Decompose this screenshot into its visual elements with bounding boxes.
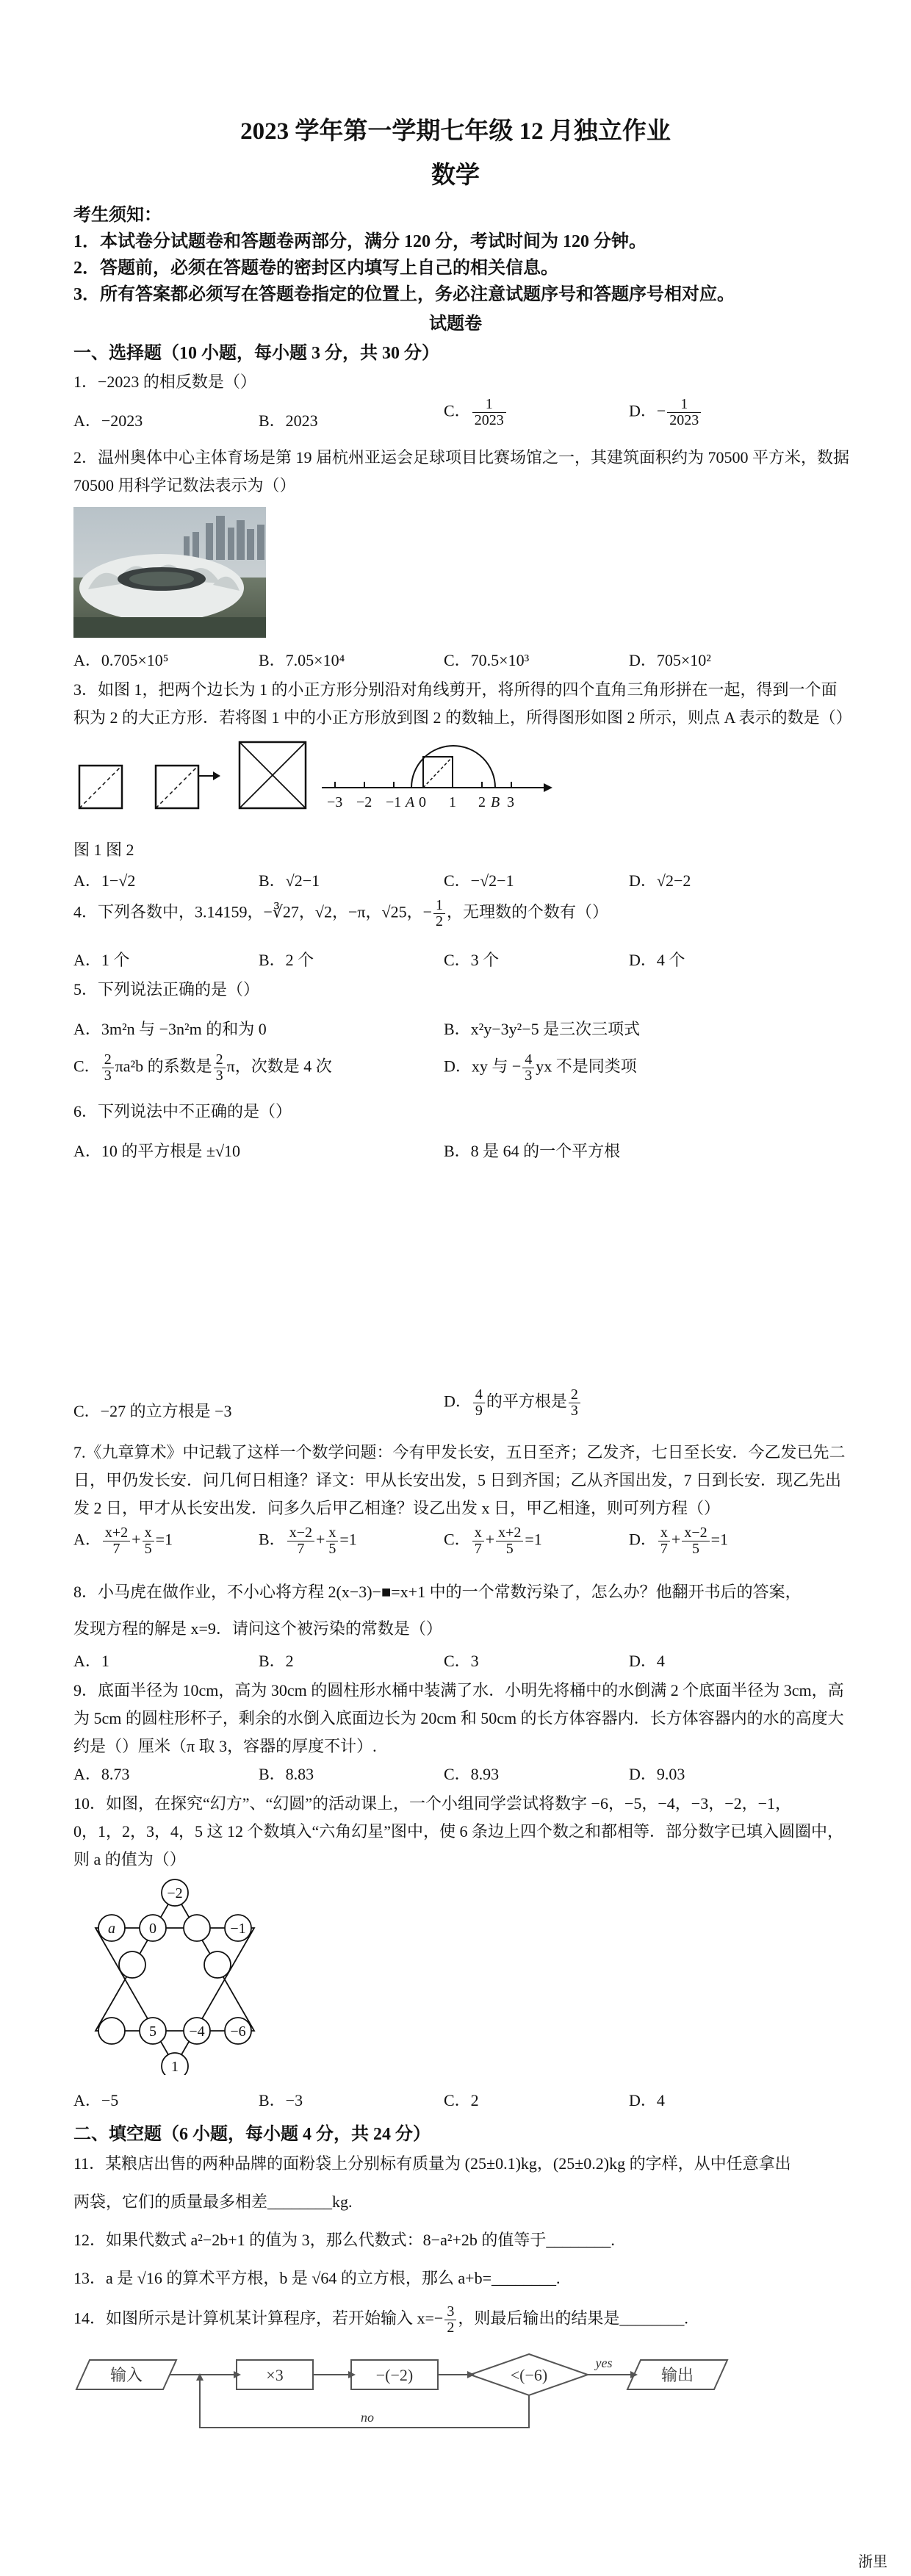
question-stem: 4．下列各数中，3.14159，−∛27，√2，−π，√25，− $\frac{1}{2}$ ，无理数的个数有（） — [73, 897, 609, 929]
circle-label: 0 — [149, 1921, 156, 1937]
option-b: B．−3 — [259, 2091, 303, 2109]
question-stem: 14．如图所示是计算机某计算程序，若开始输入 x=− $\frac{3}{2}$ ，则最后输出的结果是________. — [73, 2303, 688, 2336]
question-stem: 6．下列说法中不正确的是（） — [73, 1102, 292, 1120]
question-stem: 13．a 是 √16 的算术平方根，b 是 √64 的立方根，那么 a+b=________. — [73, 2269, 561, 2287]
flow-times3: ×3 — [266, 2366, 284, 2384]
option-a: A．1−√2 — [73, 871, 136, 890]
flow-compare: <(−6) — [510, 2366, 548, 2384]
option-d: D．9.03 — [629, 1765, 685, 1783]
axis-label: A — [406, 794, 415, 810]
question-stem: 8．小马虎在做作业，不小心将方程 2(x−3)−■=x+1 中的一个常数污染了，怎么办？他翻开书后的答案， — [73, 1583, 802, 1601]
question-stem: 则 a 的值为（） — [73, 1850, 186, 1868]
question-stem: 9．底面半径为 10cm，高为 30cm 的圆柱形水桶中装满了水．小明先将桶中的水倒满 2 个底面半径为 3cm，高 — [73, 1681, 844, 1699]
footer-mark: 浙里 — [858, 2554, 887, 2570]
question-stem: 12．如果代数式 a²−2b+1 的值为 3，那么代数式：8−a²+2b 的值等于________. — [73, 2231, 615, 2249]
circle-label: −2 — [167, 1885, 183, 1902]
option-c: C． $\frac{1}{2023}$ — [444, 397, 508, 428]
subject-title: 数学 — [431, 162, 480, 189]
option-d: D．xy 与 − $\frac{4}{3}$ yx 不是同类项 — [444, 1051, 637, 1084]
section-heading: 一、选择题（10 小题，每小题 3 分，共 30 分） — [73, 344, 439, 363]
option-c: C．3 个 — [444, 951, 500, 969]
flow-no: no — [361, 2410, 374, 2425]
option-b: B．√2−1 — [259, 871, 320, 890]
option-b: B． $\frac{x-2}{7}$ + $\frac{x}{5}$ =1 — [259, 1525, 357, 1557]
option-b: B．x²y−3y²−5 是三次三项式 — [444, 1020, 641, 1038]
question-stem: 发 2 日，甲才从长安出发．问多久后甲乙相逢？设乙出发 x 日，甲乙相逢，则可列方程（） — [73, 1499, 721, 1517]
option-b: B．7.05×10⁴ — [259, 651, 345, 669]
circle-label: 1 — [171, 2059, 179, 2075]
option-c: C． $\frac{2}{3}$ πa²b 的系数是 $\frac{2}{3}$ π，次数是 4 次 — [73, 1051, 332, 1084]
q3-figure — [73, 735, 558, 827]
program-flowchart — [73, 2351, 735, 2439]
question-stem: 11．某粮店出售的两种品牌的面粉袋上分别标有质量为 (25±0.1)kg，(25±0.2)kg 的字样，从中任意拿出 — [73, 2154, 791, 2173]
question-stem: 0，1，2，3，4，5 这 12 个数填入“六角幻星”图中，使 6 条边上四个数之和都相等．部分数字已填入圆圈中， — [73, 1822, 844, 1841]
axis-label: B — [491, 794, 500, 810]
option-b: B．8 是 64 的一个平方根 — [444, 1142, 621, 1160]
option-a: A．0.705×10⁵ — [73, 651, 169, 669]
circle-label: −4 — [189, 2023, 205, 2040]
flow-output: 输出 — [660, 2366, 694, 2384]
question-stem: 3．如图 1，把两个边长为 1 的小正方形分别沿对角线剪开，将所得的四个直角三角形拼在一起，得到一个面 — [73, 680, 838, 699]
axis-label: 0 — [419, 794, 426, 810]
magic-star-figure — [81, 1878, 272, 2075]
option-a: A．−5 — [73, 2091, 119, 2109]
circle-label: −6 — [230, 2023, 246, 2040]
question-stem: 1．−2023 的相反数是（） — [73, 373, 256, 391]
option-a: A．10 的平方根是 ±√10 — [73, 1142, 241, 1160]
option-c: C．3 — [444, 1652, 479, 1670]
axis-label: −3 — [327, 794, 343, 810]
question-stem: 5．下列说法正确的是（） — [73, 980, 260, 999]
option-a: A． $\frac{x+2}{7}$ + $\frac{x}{5}$ =1 — [73, 1525, 173, 1557]
option-d: D．4 — [629, 1652, 665, 1670]
exam-title: 2023 学年第一学期七年级 12 月独立作业 — [240, 118, 671, 145]
question-stem: 70500 用科学记数法表示为（） — [73, 476, 296, 494]
circle-label: 5 — [149, 2023, 156, 2040]
question-stem: 10．如图，在探究“幻方”、“幻圆”的活动课上，一个小组同学尝试将数字 −6，−5，−4，−3，−2，−1， — [73, 1794, 792, 1813]
axis-label: −1 — [386, 794, 402, 810]
option-d: D．4 — [629, 2091, 665, 2109]
figure-caption: 图 1 图 2 — [73, 841, 134, 859]
option-c: C．2 — [444, 2091, 479, 2109]
question-stem: 约是（）厘米（π 取 3，容器的厚度不计）. — [73, 1737, 377, 1755]
axis-label: 2 — [478, 794, 486, 810]
question-stem: 积为 2 的大正方形．若将图 1 中的小正方形放到图 2 的数轴上，所得图形如图 2 所示，则点 A 表示的数是（） — [73, 708, 852, 727]
option-a: A．8.73 — [73, 1765, 130, 1783]
question-stem: 7.《九章算术》中记载了这样一个数学问题：今有甲发长安，五日至齐；乙发齐，七日至长安．今乙发已先二 — [73, 1443, 846, 1461]
question-stem: 两袋，它们的质量最多相差________kg. — [73, 2192, 353, 2211]
circle-label: −1 — [230, 1921, 246, 1937]
option-a: A．1 — [73, 1652, 109, 1670]
flow-minus: −(−2) — [375, 2366, 414, 2384]
option-d: D．√2−2 — [629, 871, 691, 890]
option-a: A．1 个 — [73, 951, 130, 969]
flow-input: 输入 — [109, 2366, 143, 2384]
option-c: C．8.93 — [444, 1765, 500, 1783]
axis-label: 1 — [449, 794, 456, 810]
option-a: A．3m²n 与 −3n²m 的和为 0 — [73, 1020, 267, 1038]
question-stem: 日，甲仍发长安．问几何日相逢？译文：甲从长安出发，5 日到齐国；乙从齐国出发，7 日到长安．现乙先出 — [73, 1471, 842, 1489]
notice-item: 3．所有答案都必须写在答题卷指定的位置上，务必注意试题序号和答题序号相对应。 — [73, 285, 735, 304]
circle-label: a — [108, 1921, 115, 1937]
notice-item: 2．答题前，必须在答题卷的密封区内填写上自己的相关信息。 — [73, 259, 558, 278]
option-b: B．2 个 — [259, 951, 314, 969]
option-c: C．70.5×10³ — [444, 651, 530, 669]
flow-yes: yes — [595, 2356, 613, 2370]
option-c: C．−27 的立方根是 −3 — [73, 1402, 232, 1420]
option-c: C． $\frac{x}{7}$ + $\frac{x+2}{5}$ =1 — [444, 1525, 542, 1557]
option-d: D． $\frac{4}{9}$ 的平方根是 $\frac{2}{3}$ — [444, 1387, 582, 1419]
paper-label: 试题卷 — [429, 314, 482, 334]
question-stem: 2．温州奥体中心主体育场是第 19 届杭州亚运会足球项目比赛场馆之一，其建筑面积约为 70500 平方米，数据 — [73, 448, 850, 467]
axis-label: 3 — [507, 794, 514, 810]
option-c: C．−√2−1 — [444, 871, 514, 890]
option-b: B．2023 — [259, 411, 318, 430]
option-d: D．4 个 — [629, 951, 685, 969]
question-stem: 为 5cm 的圆柱形杯子，剩余的水倒入底面边长为 20cm 和 50cm 的长方体容器内．长方体容器内的水的高度大 — [73, 1709, 844, 1727]
option-a: A．−2023 — [73, 411, 143, 430]
option-b: B．8.83 — [259, 1765, 314, 1783]
axis-label: −2 — [356, 794, 372, 810]
option-d: D．− $\frac{1}{2023}$ — [629, 397, 702, 428]
section-heading: 二、填空题（6 小题，每小题 4 分，共 24 分） — [73, 2125, 431, 2144]
stadium-photo — [73, 507, 266, 638]
option-d: D． $\frac{x}{7}$ + $\frac{x-2}{5}$ =1 — [629, 1525, 729, 1557]
option-b: B．2 — [259, 1652, 294, 1670]
notice-heading: 考生须知： — [73, 206, 162, 225]
question-stem: 发现方程的解是 x=9．请问这个被污染的常数是（） — [73, 1619, 442, 1638]
option-d: D．705×10² — [629, 651, 711, 669]
notice-item: 1．本试卷分试题卷和答题卷两部分，满分 120 分，考试时间为 120 分钟。 — [73, 232, 647, 251]
